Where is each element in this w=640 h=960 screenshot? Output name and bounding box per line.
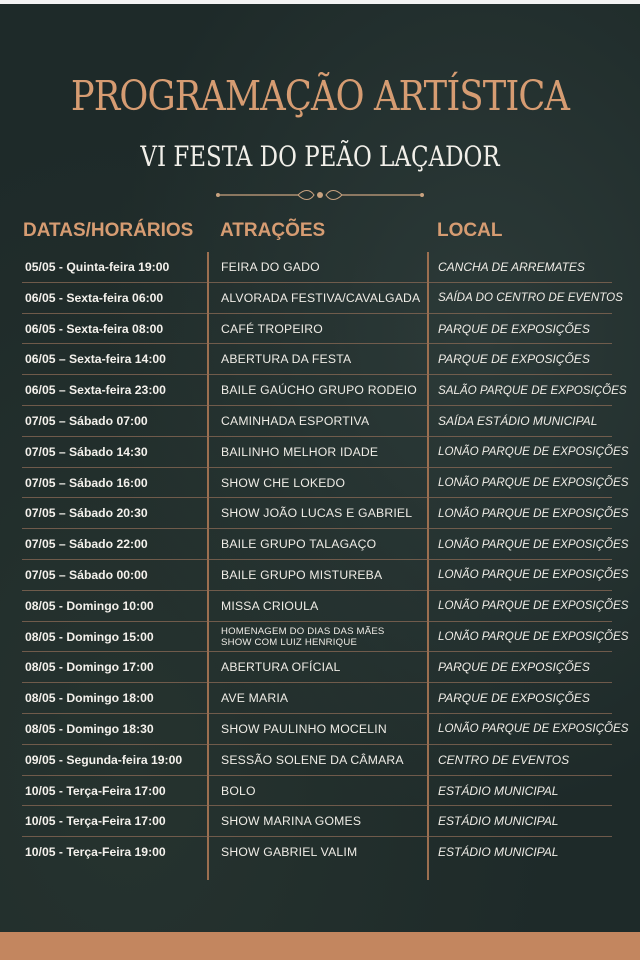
- row-attraction: ABERTURA OFÍCIAL: [221, 660, 341, 675]
- row-location: LONÃO PARQUE DE EXPOSIÇÕES: [438, 599, 629, 613]
- bottom-band: [0, 932, 640, 960]
- row-attraction: CAMINHADA ESPORTIVA: [221, 413, 370, 428]
- table-row: [0, 375, 640, 406]
- row-attraction: BAILINHO MELHOR IDADE: [221, 444, 379, 459]
- row-attraction: ABERTURA DA FESTA: [221, 352, 352, 367]
- row-location: CANCHA DE ARREMATES: [438, 260, 585, 274]
- row-date: 06/05 – Sexta-feira 14:00: [25, 352, 166, 367]
- page-title: PROGRAMAÇÃO ARTÍSTICA: [70, 72, 570, 120]
- row-date: 08/05 - Domingo 15:00: [25, 629, 154, 644]
- row-location: LONÃO PARQUE DE EXPOSIÇÕES: [438, 537, 629, 551]
- top-strip: [0, 0, 640, 4]
- row-location: ESTÁDIO MUNICIPAL: [438, 783, 559, 798]
- table-row: [0, 529, 640, 560]
- table-row: [0, 622, 640, 653]
- table-row: [0, 745, 640, 776]
- row-date: 07/05 – Sábado 07:00: [25, 413, 148, 428]
- table-row: [0, 344, 640, 375]
- row-date: 09/05 - Segunda-feira 19:00: [25, 752, 183, 767]
- row-date: 10/05 - Terça-Feira 17:00: [25, 814, 166, 829]
- ornament-divider-icon: [214, 186, 426, 204]
- table-row: [0, 437, 640, 468]
- schedule-table: [0, 252, 640, 868]
- table-row: [0, 591, 640, 622]
- row-date: 07/05 – Sábado 00:00: [25, 567, 148, 582]
- row-attraction: ALVORADA FESTIVA/CAVALGADA: [221, 290, 421, 305]
- row-attraction: BAILE GRUPO MISTUREBA: [221, 567, 383, 582]
- row-attraction: MISSA CRIOULA: [221, 598, 319, 613]
- row-date: 08/05 - Domingo 18:00: [25, 691, 154, 706]
- row-date: 07/05 – Sábado 20:30: [25, 506, 148, 521]
- row-date: 06/05 - Sexta-feira 08:00: [25, 321, 164, 336]
- column-header-dates: DATAS/HORÁRIOS: [23, 220, 194, 241]
- row-date: 07/05 – Sábado 22:00: [25, 537, 148, 552]
- table-row: [0, 283, 640, 314]
- row-location: LONÃO PARQUE DE EXPOSIÇÕES: [438, 476, 629, 490]
- table-row: [0, 776, 640, 807]
- row-attraction: FEIRA DO GADO: [221, 260, 320, 274]
- row-date: 05/05 - Quinta-feira 19:00: [25, 260, 170, 274]
- row-date: 08/05 - Domingo 10:00: [25, 598, 154, 613]
- table-row: [0, 468, 640, 499]
- page-subtitle: VI FESTA DO PEÃO LAÇADOR: [140, 140, 500, 173]
- row-attraction: [221, 622, 427, 656]
- table-row: [0, 652, 640, 683]
- row-location: LONÃO PARQUE DE EXPOSIÇÕES: [438, 568, 629, 582]
- table-row: [0, 252, 640, 283]
- row-location: LONÃO PARQUE DE EXPOSIÇÕES: [438, 445, 629, 459]
- row-date: 10/05 - Terça-Feira 17:00: [25, 783, 166, 798]
- row-attraction: BAILE GAÚCHO GRUPO RODEIO: [221, 383, 417, 398]
- row-attraction: SHOW CHE LOKEDO: [221, 475, 346, 490]
- table-row: [0, 714, 640, 745]
- row-attraction: AVE MARIA: [221, 691, 289, 706]
- table-row: [0, 560, 640, 591]
- table-row: [0, 498, 640, 529]
- row-location: LONÃO PARQUE DE EXPOSIÇÕES: [438, 506, 629, 520]
- row-date: 06/05 - Sexta-feira 06:00: [25, 290, 164, 305]
- row-location: LONÃO PARQUE DE EXPOSIÇÕES: [438, 722, 629, 736]
- table-row: [0, 837, 640, 868]
- table-row: [0, 406, 640, 437]
- table-row: [0, 683, 640, 714]
- row-attraction: CAFÉ TROPEIRO: [221, 321, 323, 336]
- row-date: 07/05 – Sábado 16:00: [25, 475, 148, 490]
- row-attraction: SESSÃO SOLENE DA CÂMARA: [221, 752, 404, 767]
- row-location: PARQUE DE EXPOSIÇÕES: [438, 352, 590, 367]
- row-attraction: SHOW MARINA GOMES: [221, 814, 362, 829]
- row-date: 08/05 - Domingo 17:00: [25, 660, 154, 675]
- row-location: CENTRO DE EVENTOS: [438, 752, 570, 767]
- row-attraction: SHOW PAULINHO MOCELIN: [221, 721, 387, 736]
- row-location: ESTÁDIO MUNICIPAL: [438, 814, 559, 829]
- row-attraction: BAILE GRUPO TALAGAÇO: [221, 537, 377, 552]
- row-location: SAÍDA DO CENTRO DE EVENTOS: [438, 291, 623, 305]
- row-date: 07/05 – Sábado 14:30: [25, 444, 148, 459]
- row-attraction-line: SHOW COM LUIZ HENRIQUE: [221, 636, 358, 648]
- row-location: LONÃO PARQUE DE EXPOSIÇÕES: [438, 630, 629, 644]
- row-attraction-line: HOMENAGEM DO DIAS DAS MÃES: [221, 625, 385, 637]
- row-date: 10/05 - Terça-Feira 19:00: [25, 845, 166, 860]
- row-attraction: SHOW GABRIEL VALIM: [221, 845, 358, 860]
- row-location: PARQUE DE EXPOSIÇÕES: [438, 660, 590, 675]
- row-date: 08/05 - Domingo 18:30: [25, 721, 154, 736]
- row-attraction: BOLO: [221, 783, 256, 798]
- row-location: PARQUE DE EXPOSIÇÕES: [438, 691, 590, 706]
- column-header-location: LOCAL: [437, 220, 503, 241]
- column-header-attractions: ATRAÇÕES: [220, 220, 326, 241]
- row-attraction: SHOW JOÃO LUCAS E GABRIEL: [221, 506, 413, 521]
- table-row: [0, 806, 640, 837]
- row-location: PARQUE DE EXPOSIÇÕES: [438, 321, 590, 336]
- row-date: 06/05 – Sexta-feira 23:00: [25, 383, 166, 398]
- row-location: ESTÁDIO MUNICIPAL: [438, 845, 559, 860]
- row-location: SAÍDA ESTÁDIO MUNICIPAL: [438, 413, 598, 428]
- table-row: [0, 314, 640, 345]
- row-location: SALÃO PARQUE DE EXPOSIÇÕES: [438, 383, 627, 397]
